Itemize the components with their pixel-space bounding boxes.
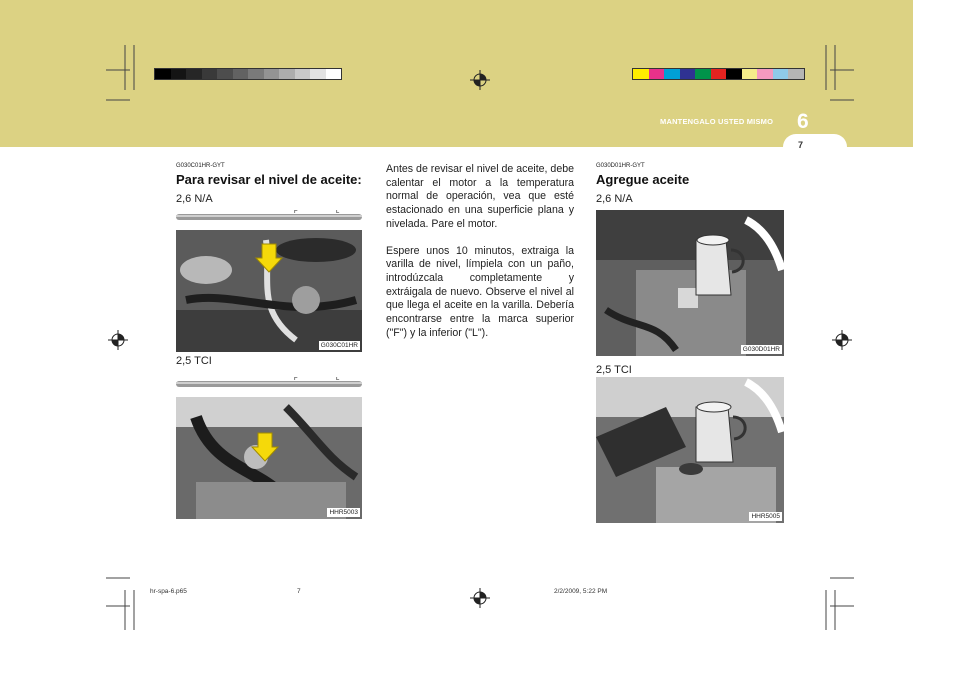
right-section-heading: Agregue aceite (596, 172, 690, 187)
photo-3-label: G030D01HR (742, 346, 780, 353)
right-variant-2: 2,5 TCI (596, 364, 632, 376)
oil-filling-photo-2 (596, 377, 784, 523)
left-section-code: G030C01HR-GYT (176, 163, 225, 169)
left-variant-2: 2,5 TCI (176, 355, 212, 367)
dipstick-mark-f: F (294, 210, 298, 215)
dipstick-mark-f: F (294, 377, 298, 382)
photo-4-label: HHR5005 (751, 513, 780, 520)
chapter-number: 6 (797, 110, 809, 133)
footer-timestamp: 2/2/2009, 5:22 PM (554, 588, 608, 595)
right-variant-1: 2,6 N/A (596, 193, 633, 205)
page-number: 7 (798, 140, 804, 150)
instructions-paragraph-2: Espere unos 10 minutos, extraiga la varilla de nivel, límpiela con un paño, introdúzcala completamente y extráigala de nuevo. Observe el nivel al que llega el aceite en la varilla. Debería encontrarse entre la marca superior ("F") y la inferior ("L"). (386, 244, 574, 339)
engine-photo-2 (176, 397, 362, 519)
dipstick-mark-l: L (336, 210, 340, 215)
left-variant-1: 2,6 N/A (176, 193, 213, 205)
engine-photo-1 (176, 230, 362, 352)
right-section-code: G030D01HR-GYT (596, 163, 645, 169)
oil-filling-photo-1 (596, 210, 784, 356)
dipstick-illustration-2 (176, 377, 362, 391)
dipstick-mark-l: L (336, 377, 340, 382)
chapter-title: MANTENGALO USTED MISMO (660, 117, 774, 126)
left-section-heading: Para revisar el nivel de aceite: (176, 172, 362, 187)
footer-file: hr-spa-6.p65 (150, 588, 187, 595)
dipstick-illustration-1 (176, 210, 362, 224)
photo-1-label: G030C01HR (320, 342, 358, 349)
instructions-paragraph-1: Antes de revisar el nivel de aceite, debe calentar el motor a la temperatura normal de operación, vea que esté estacionado en una superficie plana y nivelada. Pare el motor. (386, 163, 574, 230)
instructions-text (386, 163, 574, 353)
photo-2-label: HHR5003 (329, 509, 358, 516)
footer-page: 7 (297, 588, 301, 595)
